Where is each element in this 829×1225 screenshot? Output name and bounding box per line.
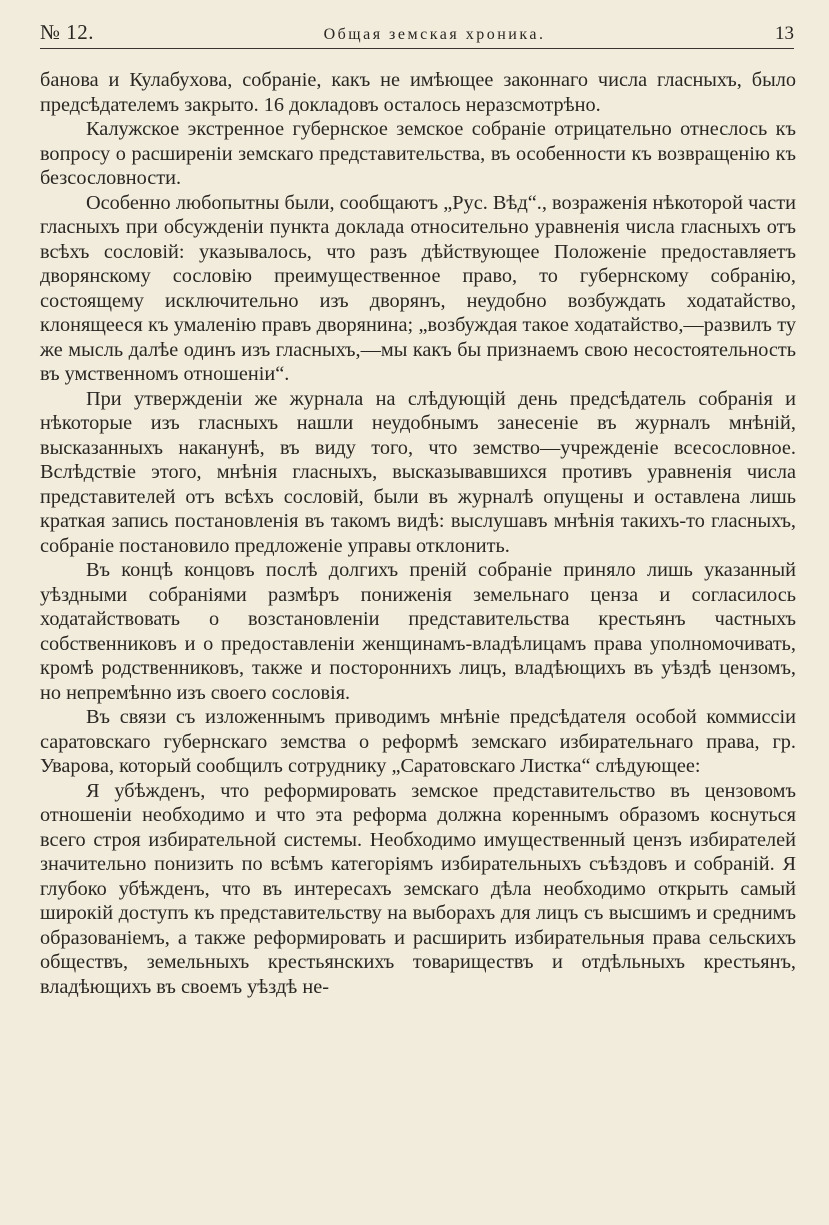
header-rule xyxy=(40,48,794,49)
paragraph: Калужское экстренное губернское земское собраніе отрицательно отнеслось къ вопросу о расширеніи земскаго представительства, въ особенности къ возвращенію къ безсословности. xyxy=(40,118,796,189)
paragraph: Въ связи съ изложеннымъ приводимъ мнѣніе предсѣдателя особой коммиссіи саратовскаго губернскаго земства о реформѣ земскаго избирательнаго права, гр. Уварова, который сообщилъ сотруднику „Саратовскаго Листка“ слѣдующее: xyxy=(40,706,796,777)
article-body xyxy=(40,68,796,999)
paragraph-quote: Я убѣжденъ, что реформировать земское представительство въ цензовомъ отношеніи необходимо и что эта реформа должна кореннымъ образомъ коснуться всего строя избирательной системы. Необходимо имущественный цензъ избирателей значительно понизить по всѣмъ категоріямъ избирательныхъ съѣздовъ и собраній. Я глубоко убѣжденъ, что въ интересахъ земскаго дѣла необходимо открыть самый широкій доступъ къ представительству на выборахъ для лицъ съ высшимъ и среднимъ образованіемъ, а также реформировать и расширить избирательныя права сельскихъ обществъ, земельныхъ крестьянскихъ товариществъ и отдѣльныхъ крестьянъ, владѣющихъ въ своемъ уѣздѣ не- xyxy=(40,779,796,998)
page-number: 13 xyxy=(774,23,794,44)
paragraph: Особенно любопытны были, сообщаютъ „Рус. Вѣд“., возраженія нѣкоторой части гласныхъ при обсужденіи пункта доклада относительно уравненія числа гласныхъ отъ всѣхъ сословій: указывалось, что разъ дѣйствующее Положеніе предоставляетъ дворянскому сословію преимущественное право, то губернскому собранію, состоящему исключительно изъ дворянъ, неудобно возбуждать ходатайство, клонящееся къ умаленію правъ дворянина; „возбуждая такое ходатайство,—развилъ ту же мысль далѣе одинъ изъ гласныхъ,—мы какъ бы признаемъ свою несостоятельность въ умственномъ отношеніи“. xyxy=(40,191,796,385)
section-title: Общая земская хроника. xyxy=(323,26,546,43)
paragraph: Въ концѣ концовъ послѣ долгихъ преній собраніе приняло лишь указанный уѣздными собраніями размѣръ пониженія земельнаго ценза и согласилось ходатайствовать о возстановленіи представительства крестьянъ частныхъ собственниковъ и о предоставленіи женщинамъ-владѣлицамъ права уполномочивать, кромѣ родственниковъ, также и постороннихъ лицъ, владѣющихъ въ уѣздѣ цензомъ, но непремѣнно изъ своего сословія. xyxy=(40,559,796,704)
paragraph-continuation: банова и Кулабухова, собраніе, какъ не имѣющее законнаго числа гласныхъ, было предсѣдателемъ закрыто. 16 докладовъ осталось неразсмотрѣно. xyxy=(40,69,796,116)
paragraph: При утвержденіи же журнала на слѣдующій день предсѣдатель собранія и нѣкоторые изъ гласныхъ нашли неудобнымъ занесеніе въ журналъ мнѣній, высказанныхъ наканунѣ, въ виду того, что земство—учрежденіе всесословное. Вслѣдствіе этого, мнѣнія гласныхъ, высказывавшихся противъ уравненія числа представителей отъ всѣхъ сословій, были въ журналѣ опущены и оставлена лишь краткая запись постановленія въ такомъ видѣ: выслушавъ мнѣнія такихъ-то гласныхъ, собраніе постановило предложеніе управы отклонить. xyxy=(40,387,796,557)
page-header xyxy=(40,20,794,50)
issue-number: № 12. xyxy=(40,20,95,44)
